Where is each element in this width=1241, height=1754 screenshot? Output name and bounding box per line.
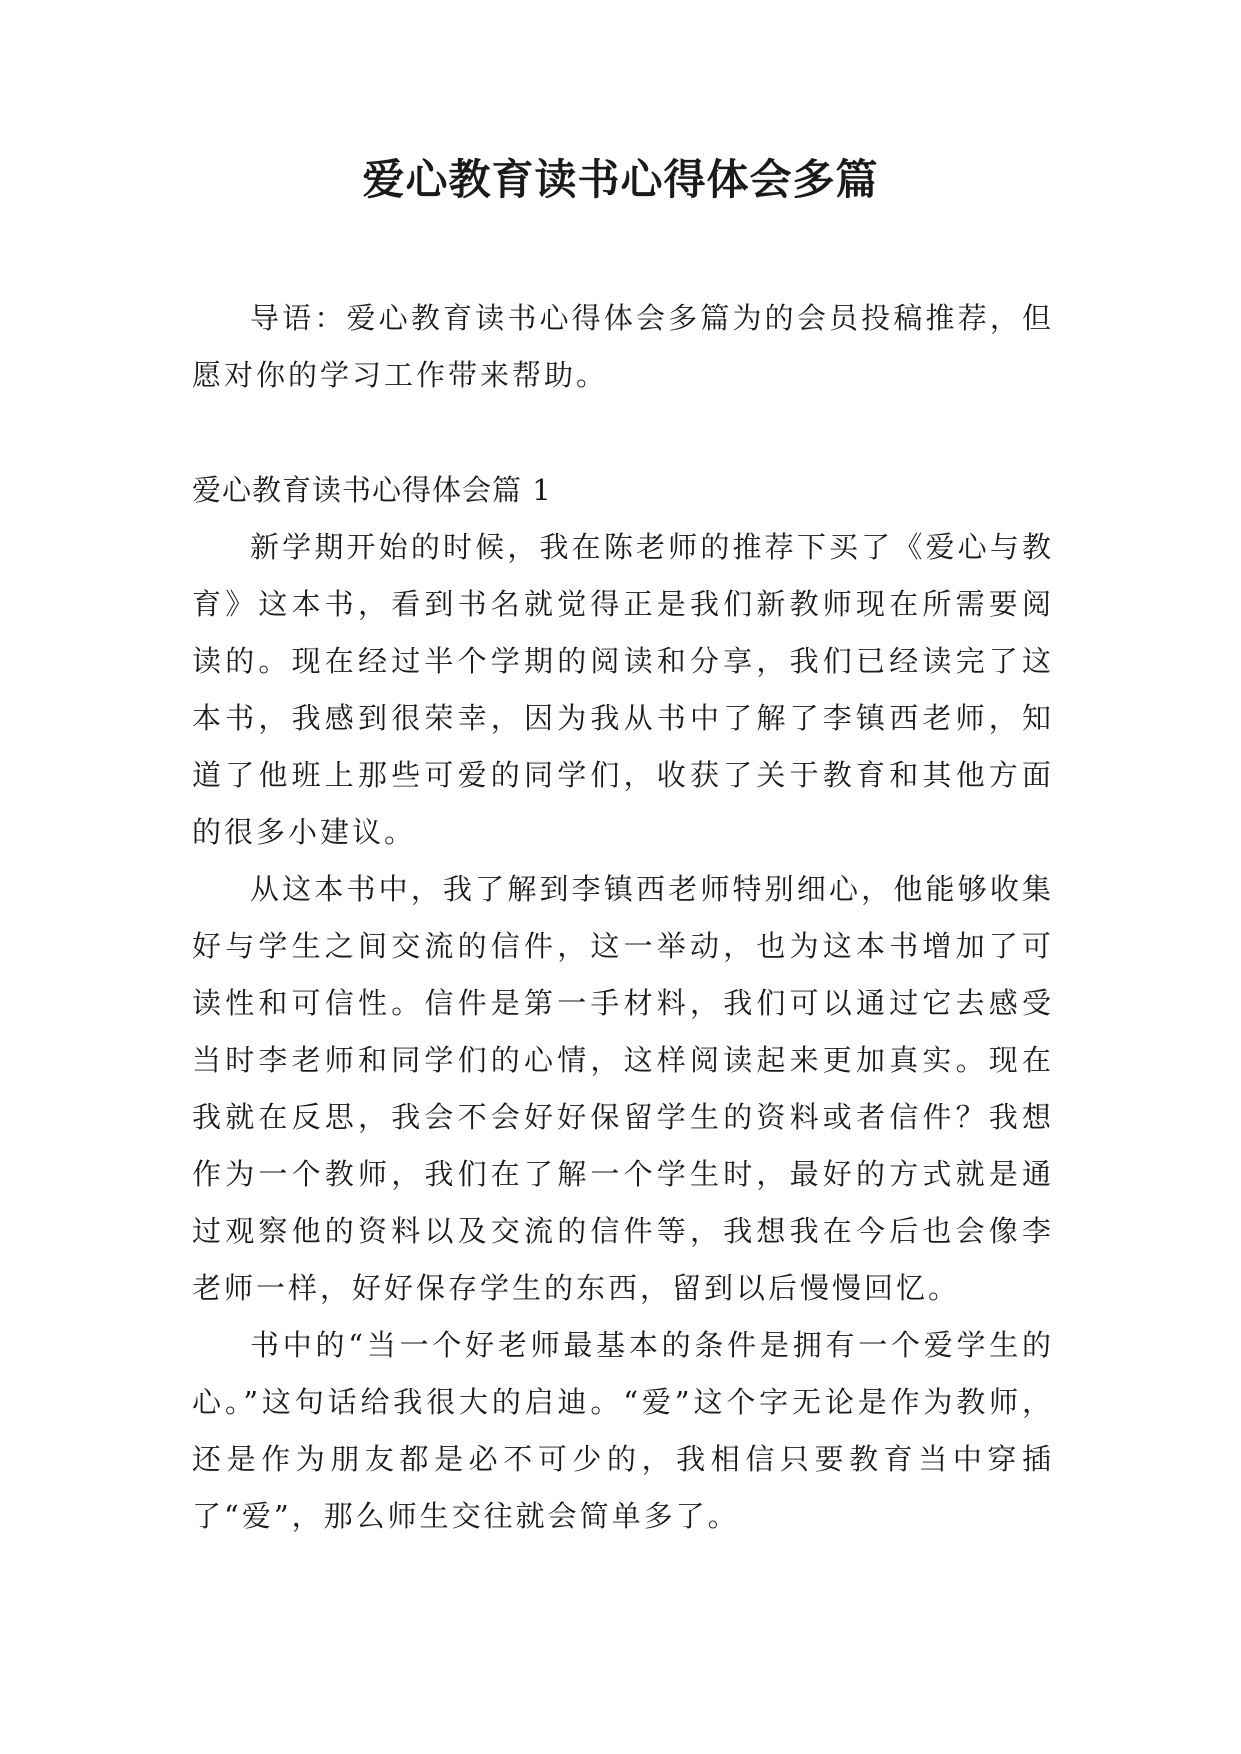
document-title: 爱心教育读书心得体会多篇 (362, 155, 879, 204)
intro-block (192, 290, 1054, 404)
intro-paragraph: 导语：爱心教育读书心得体会多篇为的会员投稿推荐，但愿对你的学习工作带来帮助。 (192, 301, 1054, 392)
section-heading: 爱心教育读书心得体会篇 1 (192, 473, 552, 507)
body-paragraph: 书中的“当一个好老师最基本的条件是拥有一个爱学生的心。”这句话给我很大的启迪。“爱”这个字无论是作为教师，还是作为朋友都是必不可少的，我相信只要教育当中穿插了“爱”，那么师生交往就会简单多了。 (192, 1328, 1054, 1533)
section-1 (192, 462, 1054, 1545)
body-paragraph: 新学期开始的时候，我在陈老师的推荐下买了《爱心与教育》这本书，看到书名就觉得正是我们新教师现在所需要阅读的。现在经过半个学期的阅读和分享，我们已经读完了这本书，我感到很荣幸，因为我从书中了解了李镇西老师，知道了他班上那些可爱的同学们，收获了关于教育和其他方面的很多小建议。 (192, 530, 1054, 849)
body-paragraph: 从这本书中，我了解到李镇西老师特别细心，他能够收集好与学生之间交流的信件，这一举动，也为这本书增加了可读性和可信性。信件是第一手材料，我们可以通过它去感受当时李老师和同学们的心情，这样阅读起来更加真实。现在我就在反思，我会不会好好保留学生的资料或者信件？我想作为一个教师，我们在了解一个学生时，最好的方式就是通过观察他的资料以及交流的信件等，我想我在今后也会像李老师一样，好好保存学生的东西，留到以后慢慢回忆。 (192, 872, 1054, 1305)
